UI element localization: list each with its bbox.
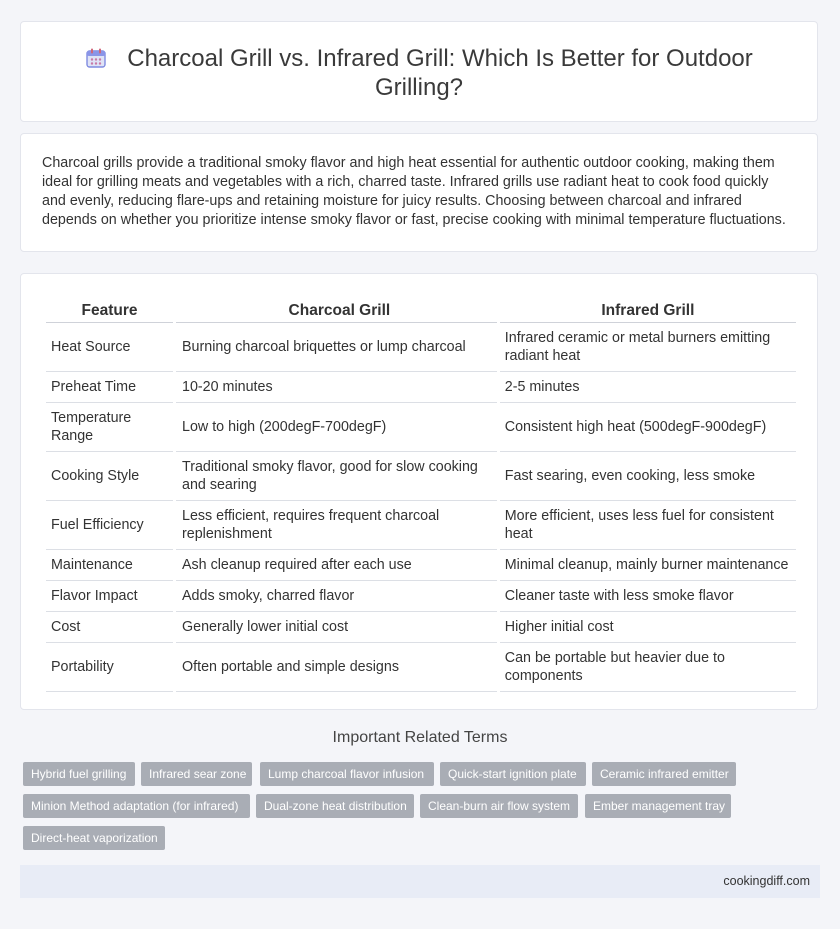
infrared-cell: 2-5 minutes: [500, 372, 796, 403]
table-row: [46, 372, 796, 403]
charcoal-cell: Burning charcoal briquettes or lump charcoal: [176, 323, 497, 372]
header-feature: Feature: [46, 294, 173, 323]
infrared-cell: Cleaner taste with less smoke flavor: [500, 581, 796, 612]
infrared-cell: More efficient, uses less fuel for consistent heat: [500, 501, 796, 550]
infrared-cell: Minimal cleanup, mainly burner maintenance: [500, 550, 796, 581]
related-tag[interactable]: Clean-burn air flow system: [420, 794, 578, 818]
page-title: Charcoal Grill vs. Infrared Grill: Which Is Better for Outdoor Grilling?: [127, 45, 753, 101]
table-header-row: [46, 294, 796, 323]
feature-cell: Cooking Style: [46, 452, 173, 501]
infrared-cell: Fast searing, even cooking, less smoke: [500, 452, 796, 501]
table-row: [46, 581, 796, 612]
infrared-cell: Higher initial cost: [500, 612, 796, 643]
intro-paragraph: Charcoal grills provide a traditional smoky flavor and high heat essential for authentic outdoor cooking, making them ideal for grilling meats and vegetables with a rich, charred taste. Infrared grills use radiant heat to cook food quickly and evenly, reducing flare-ups and retaining moisture for juicy results. Choosing between charcoal and infrared depends on whether you prioritize intense smoky flavor or fast, precise cooking with minimal temperature fluctuations.: [42, 155, 786, 228]
feature-cell: Cost: [46, 612, 173, 643]
table-row: [46, 612, 796, 643]
infrared-cell: Infrared ceramic or metal burners emitting radiant heat: [500, 323, 796, 372]
charcoal-cell: 10-20 minutes: [176, 372, 497, 403]
charcoal-cell: Adds smoky, charred flavor: [176, 581, 497, 612]
feature-cell: Preheat Time: [46, 372, 173, 403]
feature-cell: Temperature Range: [46, 403, 173, 452]
charcoal-cell: Generally lower initial cost: [176, 612, 497, 643]
related-tag[interactable]: Ember management tray: [585, 794, 731, 818]
table-row: [46, 403, 796, 452]
charcoal-cell: Traditional smoky flavor, good for slow cooking and searing: [176, 452, 497, 501]
header-infrared: Infrared Grill: [500, 294, 796, 323]
comparison-table: [43, 294, 799, 692]
table-row: [46, 550, 796, 581]
related-terms-heading: Important Related Terms: [332, 729, 508, 746]
related-tag[interactable]: Minion Method adaptation (for infrared): [23, 794, 250, 818]
footer-site[interactable]: cookingdiff.com: [723, 874, 810, 888]
table-row: [46, 452, 796, 501]
comparison-card: [20, 273, 818, 710]
infrared-cell: Can be portable but heavier due to components: [500, 643, 796, 692]
related-tag[interactable]: Dual-zone heat distribution: [256, 794, 414, 818]
infrared-cell: Consistent high heat (500degF-900degF): [500, 403, 796, 452]
feature-cell: Fuel Efficiency: [46, 501, 173, 550]
title-card: [20, 21, 818, 122]
footer: [20, 865, 820, 898]
feature-cell: Maintenance: [46, 550, 173, 581]
charcoal-cell: Less efficient, requires frequent charcoal replenishment: [176, 501, 497, 550]
feature-cell: Portability: [46, 643, 173, 692]
related-tag[interactable]: Ceramic infrared emitter: [592, 762, 736, 786]
related-tag[interactable]: Lump charcoal flavor infusion: [260, 762, 434, 786]
header-charcoal: Charcoal Grill: [176, 294, 497, 323]
related-tag[interactable]: Hybrid fuel grilling: [23, 762, 135, 786]
table-row: [46, 323, 796, 372]
related-tag[interactable]: Quick-start ignition plate: [440, 762, 586, 786]
intro-card: [20, 133, 818, 252]
table-row: [46, 501, 796, 550]
charcoal-cell: Often portable and simple designs: [176, 643, 497, 692]
feature-cell: Flavor Impact: [46, 581, 173, 612]
table-row: [46, 643, 796, 692]
charcoal-cell: Ash cleanup required after each use: [176, 550, 497, 581]
feature-cell: Heat Source: [46, 323, 173, 372]
related-tag[interactable]: Direct-heat vaporization: [23, 826, 165, 850]
calendar-icon: [85, 47, 107, 69]
charcoal-cell: Low to high (200degF-700degF): [176, 403, 497, 452]
related-tag[interactable]: Infrared sear zone: [141, 762, 252, 786]
page-title-wrap: [81, 44, 757, 102]
